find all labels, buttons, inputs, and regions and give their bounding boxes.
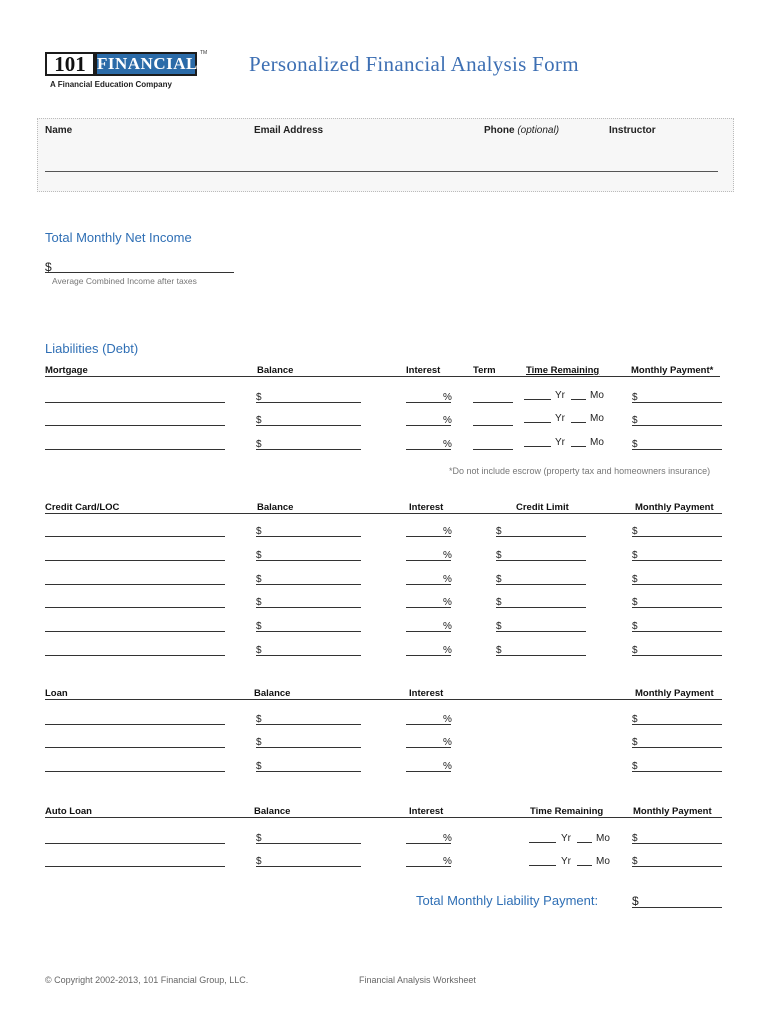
liabilities-section-title: Liabilities (Debt) [45, 341, 139, 356]
mortgage-col-term: Term [473, 365, 496, 376]
escrow-note: *Do not include escrow (property tax and homeowners insurance) [449, 466, 711, 476]
credit-interest-percent-1: % [443, 526, 452, 537]
mortgage-years-field-1[interactable] [524, 399, 551, 400]
credit-limit-dollar-6: $ [496, 645, 502, 656]
credit-col-name: Credit Card/LOC [45, 502, 120, 513]
credit-col-balance: Balance [257, 502, 294, 513]
mortgage-balance-field-3[interactable] [256, 449, 361, 450]
credit-interest-percent-5: % [443, 621, 452, 632]
auto-yr-label-1: Yr [561, 833, 571, 844]
auto-payment-field-2[interactable] [632, 866, 722, 867]
auto-balance-dollar-1: $ [256, 833, 262, 844]
mortgage-interest-percent-2: % [443, 415, 452, 426]
credit-balance-dollar-2: $ [256, 550, 262, 561]
mortgage-interest-percent-3: % [443, 439, 452, 450]
mortgage-mo-label-3: Mo [590, 437, 604, 448]
credit-limit-dollar-1: $ [496, 526, 502, 537]
mortgage-col-time-remaining: Time Remaining [526, 365, 600, 376]
loan-interest-percent-1: % [443, 714, 452, 725]
credit-payment-field-1[interactable] [632, 536, 722, 537]
mortgage-term-field-2[interactable] [473, 425, 513, 426]
auto-mo-label-2: Mo [596, 856, 610, 867]
credit-balance-field-4[interactable] [256, 607, 361, 608]
credit-name-field-3[interactable] [45, 584, 225, 585]
loan-payment-dollar-3: $ [632, 761, 638, 772]
credit-interest-percent-2: % [443, 550, 452, 561]
mortgage-col-balance: Balance [257, 365, 294, 376]
mortgage-name-field-2[interactable] [45, 425, 225, 426]
loan-col-name: Loan [45, 688, 68, 699]
credit-name-field-4[interactable] [45, 607, 225, 608]
credit-balance-field-2[interactable] [256, 560, 361, 561]
credit-name-field-5[interactable] [45, 631, 225, 632]
mortgage-yr-label-2: Yr [555, 413, 565, 424]
loan-balance-dollar-2: $ [256, 737, 262, 748]
mortgage-col-monthly-payment: Monthly Payment* [631, 365, 714, 376]
mortgage-col-name: Mortgage [45, 365, 88, 376]
logo-tagline: A Financial Education Company [50, 80, 172, 89]
credit-interest-percent-6: % [443, 645, 452, 656]
mortgage-name-field-3[interactable] [45, 449, 225, 450]
credit-payment-field-4[interactable] [632, 607, 722, 608]
loan-name-field-1[interactable] [45, 724, 225, 725]
mortgage-months-field-3[interactable] [571, 446, 586, 447]
page-title: Personalized Financial Analysis Form [249, 52, 579, 76]
total-liability-label: Total Monthly Liability Payment: [416, 893, 599, 908]
name-label: Name [45, 125, 73, 136]
auto-col-balance: Balance [254, 806, 291, 817]
loan-header-rule [45, 699, 722, 700]
mortgage-months-field-1[interactable] [571, 399, 586, 400]
credit-header-rule [45, 513, 722, 514]
mortgage-name-field-1[interactable] [45, 402, 225, 403]
mortgage-payment-field-2[interactable] [632, 425, 722, 426]
loan-payment-dollar-2: $ [632, 737, 638, 748]
loan-payment-field-3[interactable] [632, 771, 722, 772]
auto-balance-field-1[interactable] [256, 843, 361, 844]
loan-col-balance: Balance [254, 688, 291, 699]
credit-balance-dollar-6: $ [256, 645, 262, 656]
logo-trademark: TM [200, 50, 208, 56]
credit-limit-field-6[interactable] [496, 655, 586, 656]
credit-limit-dollar-3: $ [496, 574, 502, 585]
auto-months-field-2[interactable] [577, 865, 592, 866]
loan-balance-field-1[interactable] [256, 724, 361, 725]
auto-payment-dollar-2: $ [632, 856, 638, 867]
loan-interest-percent-2: % [443, 737, 452, 748]
credit-payment-field-3[interactable] [632, 584, 722, 585]
mortgage-years-field-3[interactable] [524, 446, 551, 447]
loan-balance-field-2[interactable] [256, 747, 361, 748]
mortgage-mo-label-1: Mo [590, 390, 604, 401]
mortgage-balance-field-2[interactable] [256, 425, 361, 426]
loan-col-interest: Interest [409, 688, 444, 699]
mortgage-payment-dollar-2: $ [632, 415, 638, 426]
auto-name-field-1[interactable] [45, 843, 225, 844]
credit-payment-field-5[interactable] [632, 631, 722, 632]
mortgage-yr-label-3: Yr [555, 437, 565, 448]
mortgage-balance-dollar-3: $ [256, 439, 262, 450]
mortgage-payment-field-3[interactable] [632, 449, 722, 450]
mortgage-yr-label-1: Yr [555, 390, 565, 401]
loan-payment-dollar-1: $ [632, 714, 638, 725]
loan-payment-field-1[interactable] [632, 724, 722, 725]
credit-col-monthly-payment: Monthly Payment [635, 502, 714, 513]
auto-balance-dollar-2: $ [256, 856, 262, 867]
loan-balance-dollar-3: $ [256, 761, 262, 772]
credit-payment-dollar-3: $ [632, 574, 638, 585]
credit-payment-field-6[interactable] [632, 655, 722, 656]
mortgage-payment-dollar-3: $ [632, 439, 638, 450]
logo-number: 101 [45, 52, 95, 76]
credit-payment-field-2[interactable] [632, 560, 722, 561]
auto-payment-field-1[interactable] [632, 843, 722, 844]
credit-limit-field-2[interactable] [496, 560, 586, 561]
mortgage-term-field-3[interactable] [473, 449, 513, 450]
loan-balance-field-3[interactable] [256, 771, 361, 772]
mortgage-header-rule [45, 376, 720, 377]
mortgage-balance-dollar-2: $ [256, 415, 262, 426]
auto-col-time-remaining: Time Remaining [530, 806, 604, 817]
income-field[interactable] [45, 272, 234, 273]
auto-interest-percent-1: % [443, 833, 452, 844]
credit-col-interest: Interest [409, 502, 444, 513]
auto-col-interest: Interest [409, 806, 444, 817]
mortgage-payment-dollar-1: $ [632, 392, 638, 403]
loan-interest-percent-3: % [443, 761, 452, 772]
company-logo [45, 50, 197, 80]
credit-limit-field-1[interactable] [496, 536, 586, 537]
mortgage-term-field-1[interactable] [473, 402, 513, 403]
income-section-title: Total Monthly Net Income [45, 230, 192, 245]
credit-balance-field-6[interactable] [256, 655, 361, 656]
auto-interest-percent-2: % [443, 856, 452, 867]
loan-balance-dollar-1: $ [256, 714, 262, 725]
credit-payment-dollar-5: $ [632, 621, 638, 632]
auto-col-monthly-payment: Monthly Payment [633, 806, 712, 817]
mortgage-balance-dollar-1: $ [256, 392, 262, 403]
credit-limit-dollar-4: $ [496, 597, 502, 608]
credit-payment-dollar-4: $ [632, 597, 638, 608]
auto-mo-label-1: Mo [596, 833, 610, 844]
credit-payment-dollar-2: $ [632, 550, 638, 561]
credit-col-limit: Credit Limit [516, 502, 569, 513]
credit-name-field-2[interactable] [45, 560, 225, 561]
loan-col-monthly-payment: Monthly Payment [635, 688, 714, 699]
loan-payment-field-2[interactable] [632, 747, 722, 748]
credit-name-field-6[interactable] [45, 655, 225, 656]
credit-balance-dollar-4: $ [256, 597, 262, 608]
auto-name-field-2[interactable] [45, 866, 225, 867]
income-caption: Average Combined Income after taxes [52, 276, 197, 286]
instructor-label: Instructor [609, 125, 656, 136]
loan-name-field-3[interactable] [45, 771, 225, 772]
auto-col-name: Auto Loan [45, 806, 92, 817]
credit-limit-field-4[interactable] [496, 607, 586, 608]
footer-doc-name: Financial Analysis Worksheet [359, 975, 476, 985]
email-label: Email Address [254, 125, 324, 136]
auto-balance-field-2[interactable] [256, 866, 361, 867]
credit-balance-field-3[interactable] [256, 584, 361, 585]
loan-name-field-2[interactable] [45, 747, 225, 748]
credit-interest-percent-3: % [443, 574, 452, 585]
auto-years-field-1[interactable] [529, 842, 556, 843]
credit-limit-field-3[interactable] [496, 584, 586, 585]
footer-copyright: © Copyright 2002-2013, 101 Financial Group, LLC. [45, 975, 249, 985]
auto-yr-label-2: Yr [561, 856, 571, 867]
credit-name-field-1[interactable] [45, 536, 225, 537]
logo-word: FINANCIAL [95, 52, 197, 76]
credit-payment-dollar-1: $ [632, 526, 638, 537]
total-liability-currency: $ [632, 894, 639, 908]
mortgage-col-interest: Interest [406, 365, 441, 376]
contact-info-field[interactable] [45, 171, 718, 172]
income-currency: $ [45, 260, 52, 274]
credit-limit-field-5[interactable] [496, 631, 586, 632]
mortgage-payment-field-1[interactable] [632, 402, 722, 403]
credit-limit-dollar-2: $ [496, 550, 502, 561]
credit-interest-percent-4: % [443, 597, 452, 608]
credit-balance-field-1[interactable] [256, 536, 361, 537]
phone-optional-note: (optional) [517, 125, 560, 136]
mortgage-balance-field-1[interactable] [256, 402, 361, 403]
auto-years-field-2[interactable] [529, 865, 556, 866]
credit-balance-dollar-3: $ [256, 574, 262, 585]
mortgage-years-field-2[interactable] [524, 422, 551, 423]
auto-header-rule [45, 817, 722, 818]
mortgage-mo-label-2: Mo [590, 413, 604, 424]
auto-months-field-1[interactable] [577, 842, 592, 843]
auto-payment-dollar-1: $ [632, 833, 638, 844]
credit-limit-dollar-5: $ [496, 621, 502, 632]
credit-payment-dollar-6: $ [632, 645, 638, 656]
credit-balance-field-5[interactable] [256, 631, 361, 632]
credit-balance-dollar-1: $ [256, 526, 262, 537]
credit-balance-dollar-5: $ [256, 621, 262, 632]
mortgage-interest-percent-1: % [443, 392, 452, 403]
mortgage-months-field-2[interactable] [571, 422, 586, 423]
phone-label: Phone (optional) [484, 125, 560, 136]
total-liability-field[interactable] [632, 907, 722, 908]
